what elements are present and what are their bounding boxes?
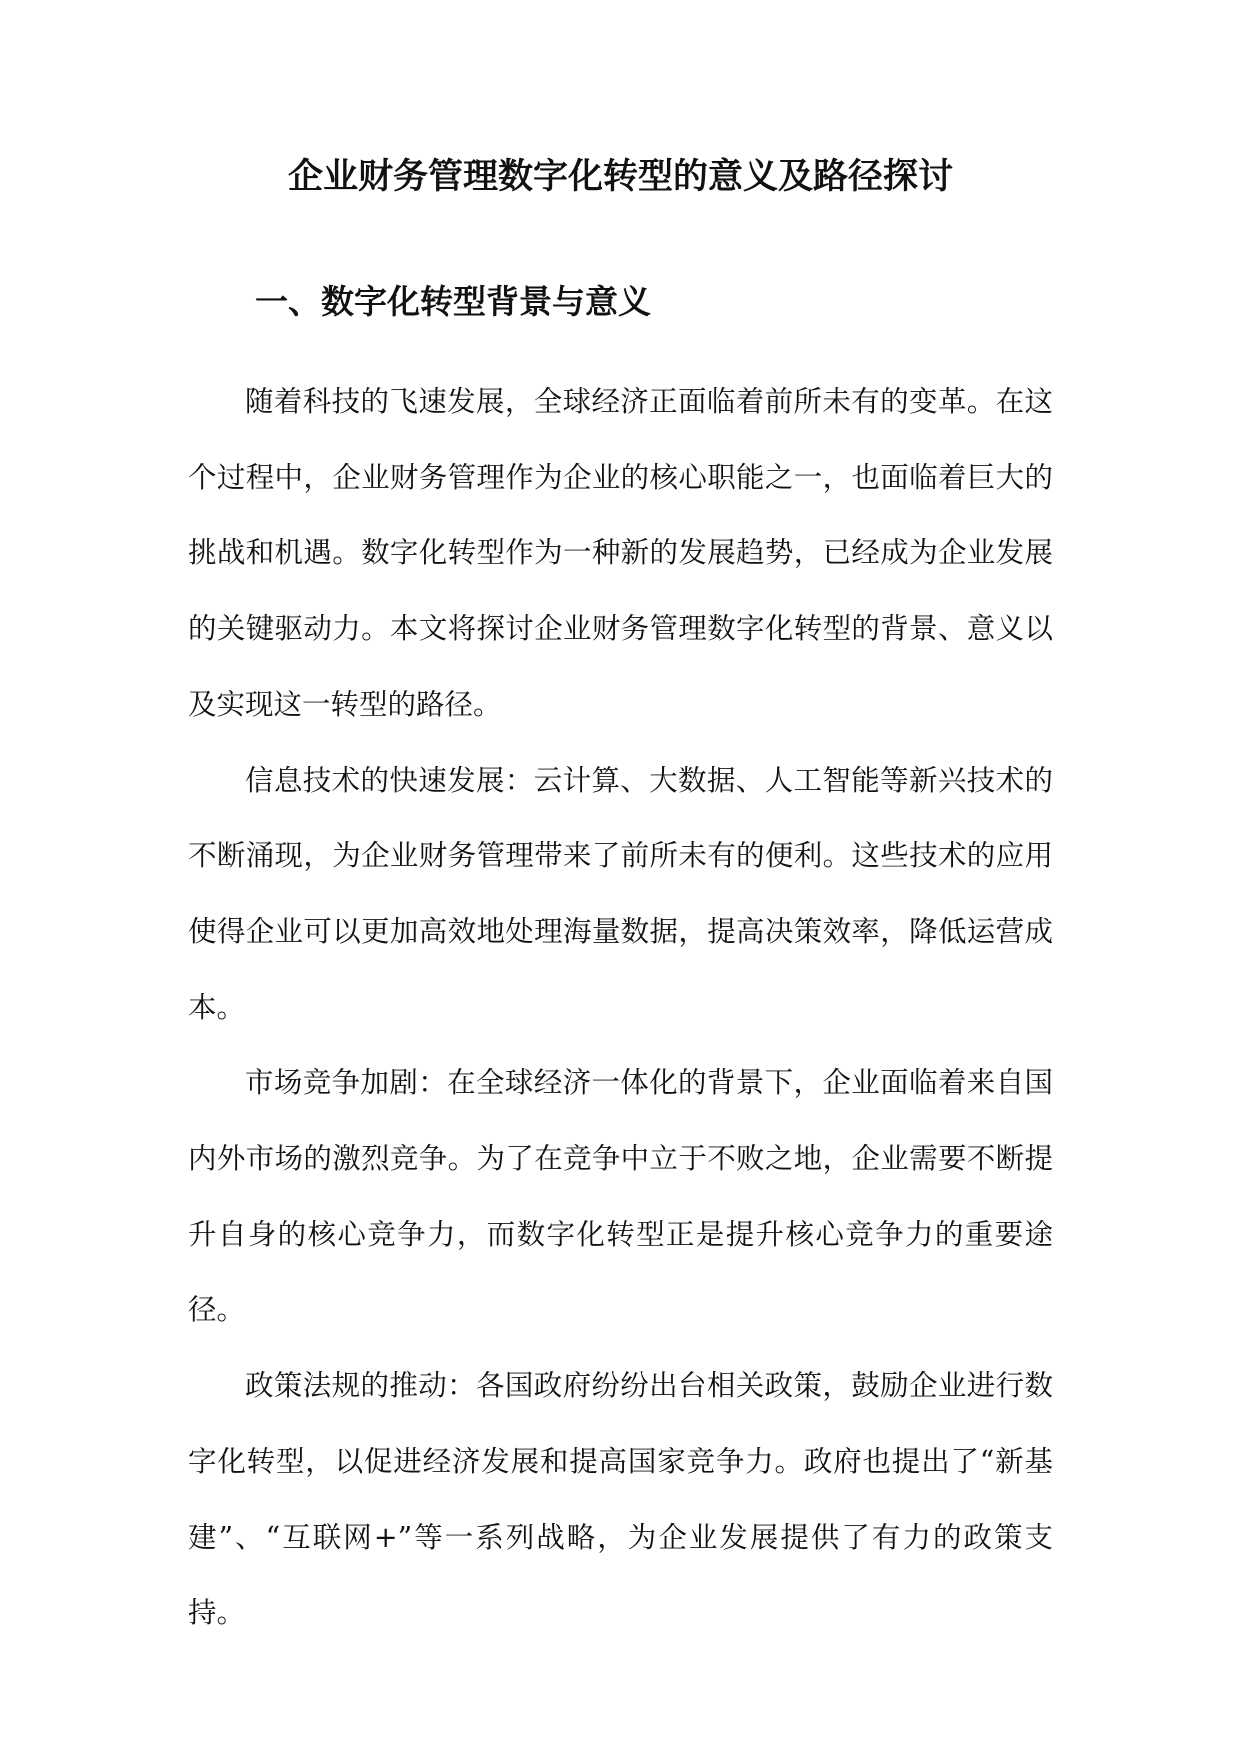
document-title: 企业财务管理数字化转型的意义及路径探讨: [287, 156, 953, 197]
paragraph-market-competition: 市场竞争加剧：在全球经济一体化的背景下，企业面临着来自国内外市场的激烈竞争。为了在竞争中立于不败之地，企业需要不断提升自身的核心竞争力，而数字化转型正是提升核心竞争力的重要途径。: [188, 1066, 1053, 1327]
section-heading: 一、数字化转型背景与意义: [255, 282, 651, 321]
document-body: [188, 364, 1053, 1651]
paragraph-background: 随着科技的飞速发展，全球经济正面临着前所未有的变革。在这个过程中，企业财务管理作为企业的核心职能之一，也面临着巨大的挑战和机遇。数字化转型作为一种新的发展趋势，已经成为企业发展的关键驱动力。本文将探讨企业财务管理数字化转型的背景、意义以及实现这一转型的路径。: [188, 385, 1053, 721]
paragraph-information-technology: 信息技术的快速发展：云计算、大数据、人工智能等新兴技术的不断涌现，为企业财务管理带来了前所未有的便利。这些技术的应用使得企业可以更加高效地处理海量数据，提高决策效率，降低运营成本。: [188, 763, 1053, 1024]
paragraph-policy-regulation: 政策法规的推动：各国政府纷纷出台相关政策，鼓励企业进行数字化转型，以促进经济发展和提高国家竞争力。政府也提出了“新基建”、“互联网+”等一系列战略，为企业发展提供了有力的政策支持。: [188, 1369, 1053, 1630]
